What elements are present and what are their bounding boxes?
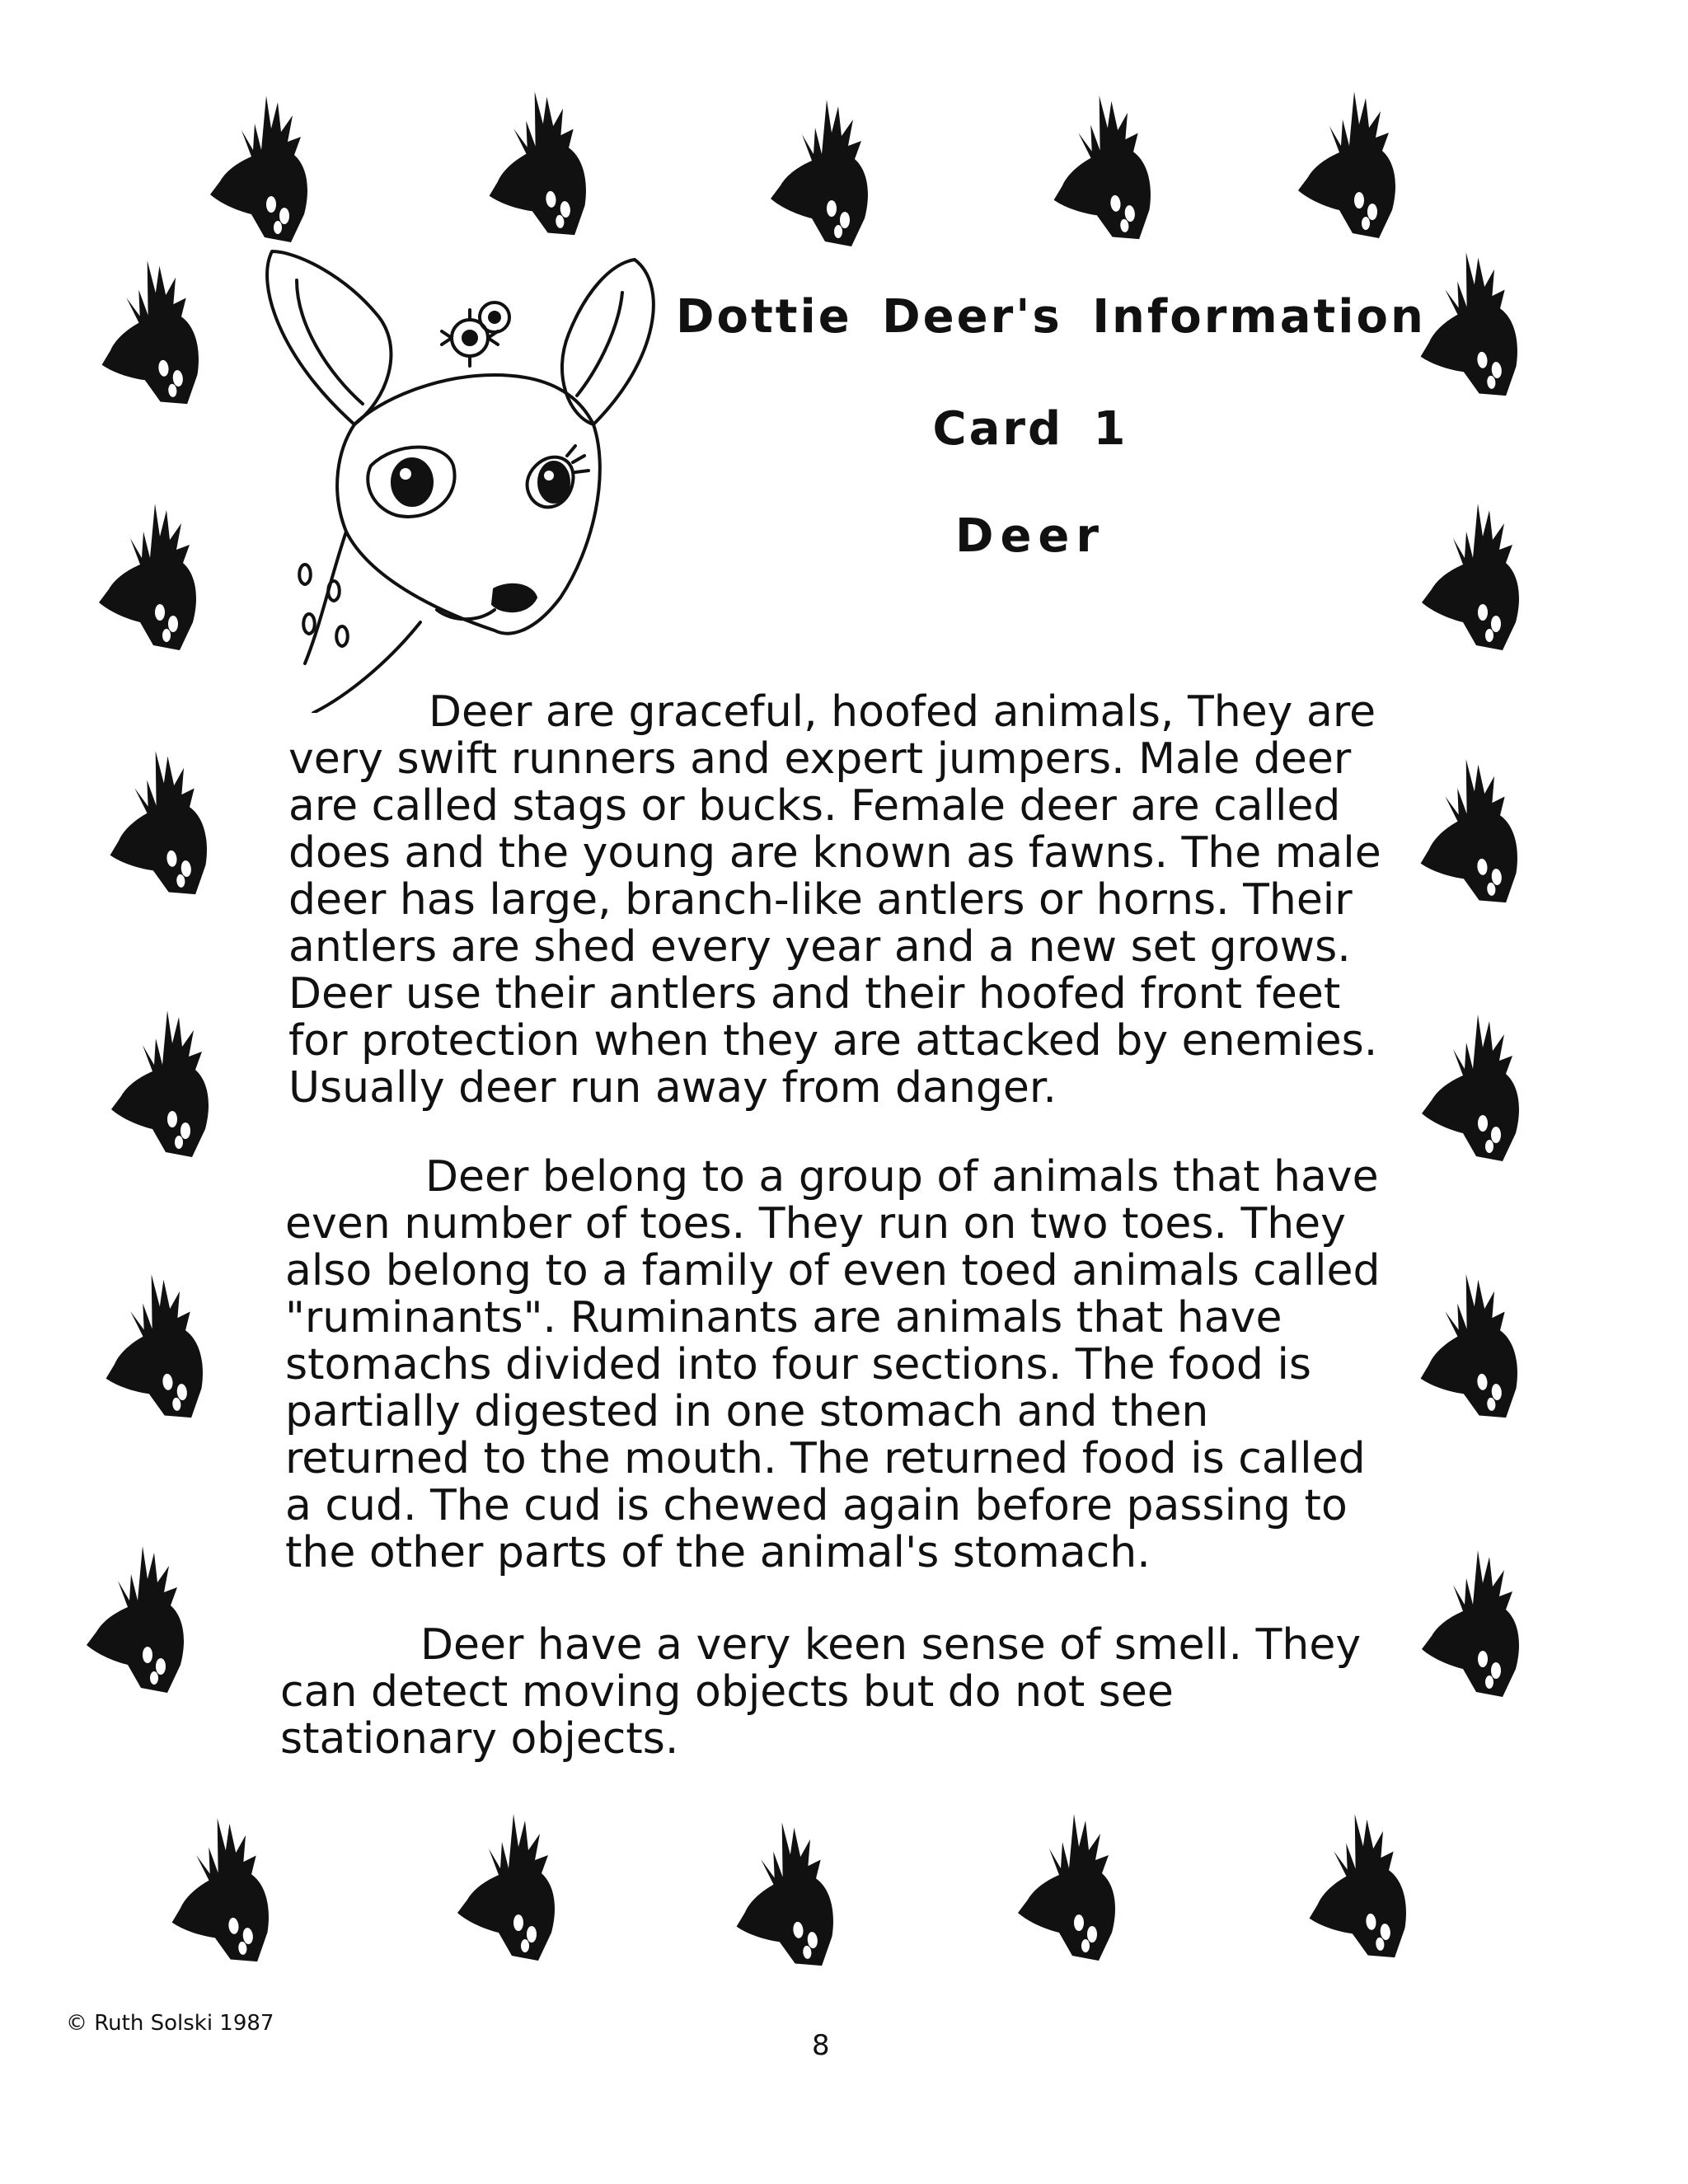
deer-head-silhouette-icon (1034, 85, 1174, 254)
card-label: Card 1 (932, 402, 1128, 456)
card-subject: Deer (954, 509, 1106, 563)
deer-head-silhouette-icon (1414, 1010, 1537, 1166)
deer-head-silhouette-icon (470, 81, 609, 250)
deer-head-silhouette-icon (78, 1541, 202, 1698)
deer-head-silhouette-icon (82, 250, 222, 419)
deer-head-silhouette-icon (1290, 1803, 1429, 1972)
deer-head-silhouette-icon (449, 1809, 573, 1966)
deer-head-silhouette-icon (1401, 1263, 1540, 1432)
deer-head-silhouette-icon (1414, 499, 1537, 655)
paragraph-2: Deer belong to a group of animals that have even number of toes. They run on two toes. They also belong to a family of even toed animals called "ruminants". Ruminants are animals that have stomachs divided into four sections. The food is partially digested in one stomach and then returned to the mouth. The returned food is called a cud. The cud is chewed again before passing to the other parts of the animal's stomach. (285, 1152, 1381, 1577)
deer-head-silhouette-icon (202, 91, 326, 247)
deer-head-silhouette-icon (762, 95, 886, 251)
deer-head-silhouette-icon (91, 499, 214, 655)
fawn-face-illustration (247, 235, 709, 713)
deer-head-silhouette-icon (1401, 748, 1540, 917)
deer-head-silhouette-icon (1401, 241, 1540, 410)
copyright-notice: © Ruth Solski 1987 (66, 2011, 274, 2036)
deer-head-silhouette-icon (1414, 1545, 1537, 1702)
paragraph-1: Deer are graceful, hoofed animals, They are very swift runners and expert jumpers. Male deer are called stags or bucks. Female deer are called does and the young are known as fawns. The male deer has large, branch-like antlers or horns. Their antlers are shed every year and a new set grows. Deer use their antlers and their hoofed front feet for protection when they are attacked by enemies. Usually deer run away from danger. (288, 687, 1381, 1113)
deer-head-silhouette-icon (103, 1005, 227, 1162)
deer-head-silhouette-icon (1290, 87, 1414, 243)
paragraph-3: Deer have a very keen sense of smell. They can detect moving objects but do not see stationary objects. (280, 1620, 1362, 1764)
deer-head-silhouette-icon (152, 1807, 292, 1976)
deer-head-silhouette-icon (717, 1811, 856, 1980)
deer-head-silhouette-icon (1010, 1809, 1133, 1966)
page-number: 8 (812, 2029, 830, 2062)
card-title: Dottie Deer's Information (676, 290, 1426, 344)
deer-head-silhouette-icon (91, 740, 230, 909)
deer-head-silhouette-icon (87, 1263, 226, 1432)
